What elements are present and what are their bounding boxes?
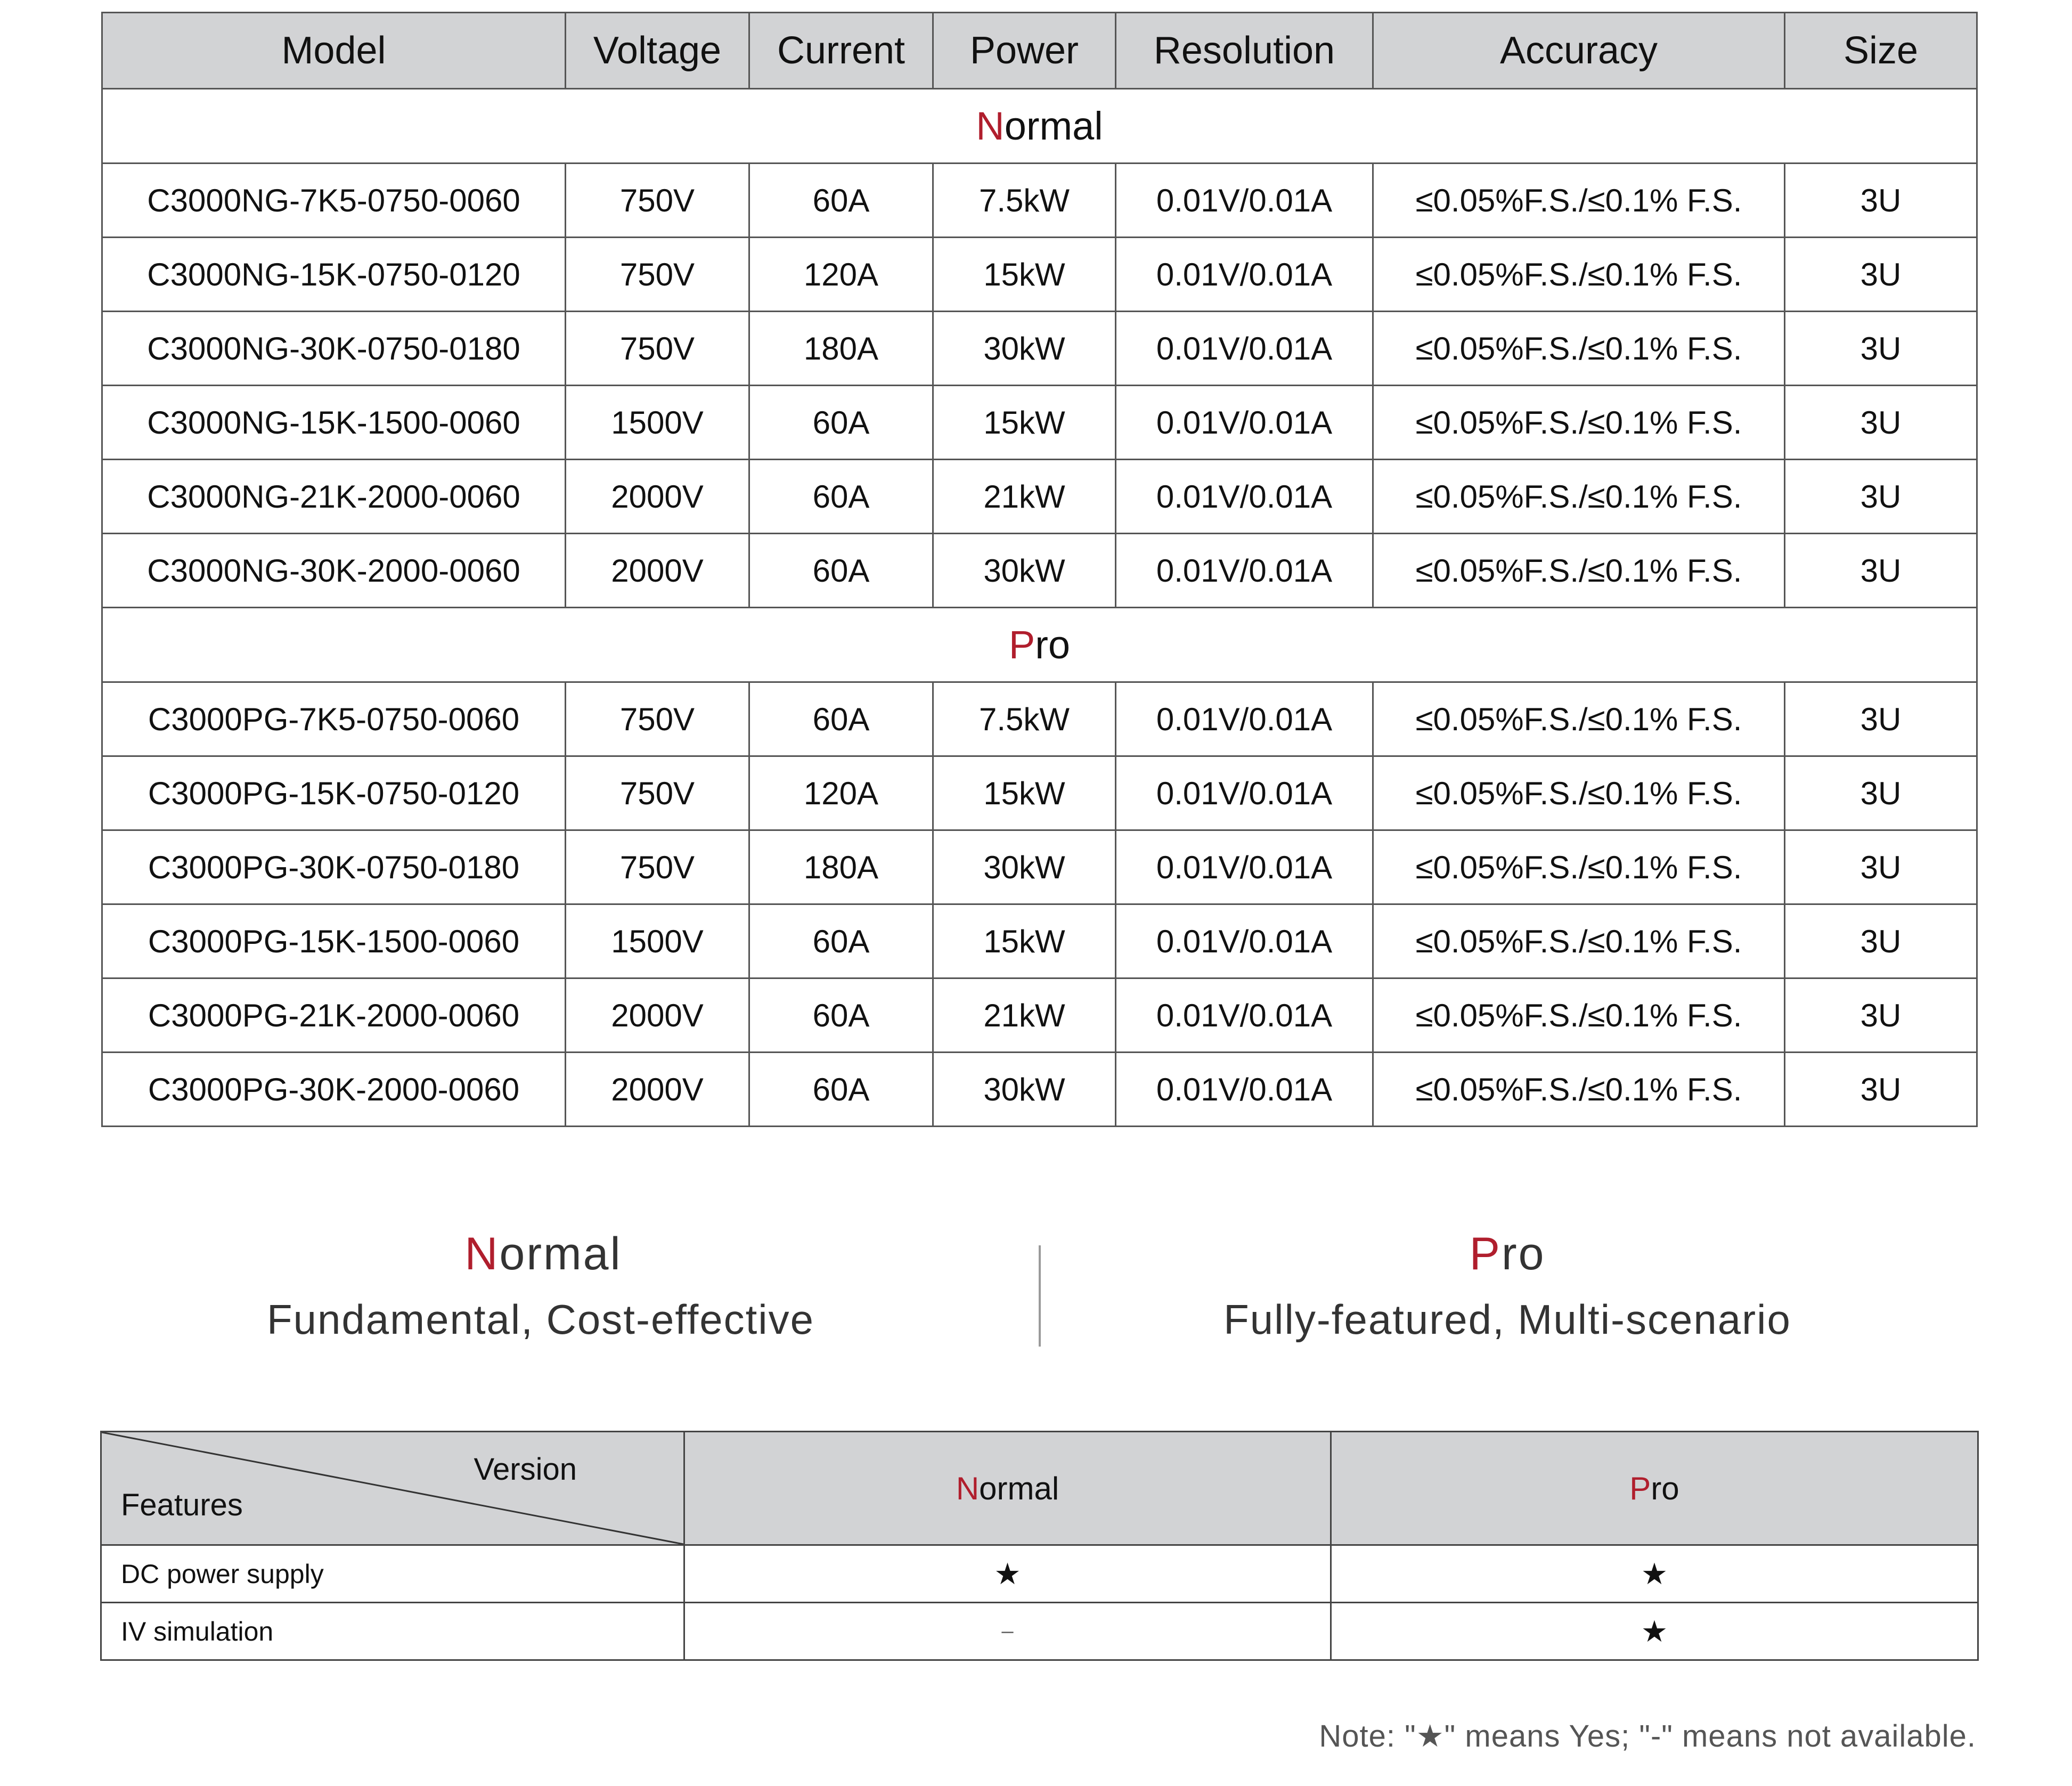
cell-model: C3000PG-7K5-0750-0060 — [102, 682, 566, 756]
table-row — [102, 534, 1977, 608]
section-row — [102, 608, 1977, 682]
cell-voltage: 2000V — [566, 534, 749, 608]
cell-accuracy: ≤0.05%F.S./≤0.1% F.S. — [1373, 164, 1785, 238]
cell-model: C3000NG-30K-2000-0060 — [102, 534, 566, 608]
cell-size: 3U — [1785, 238, 1977, 312]
header-accuracy: Accuracy — [1373, 13, 1785, 89]
spec-header-row — [102, 13, 1977, 89]
cell-resolution: 0.01V/0.01A — [1116, 978, 1373, 1053]
cell-current: 60A — [749, 460, 933, 534]
cell-current: 120A — [749, 238, 933, 312]
star-icon: ★ — [1331, 1545, 1978, 1603]
cell-resolution: 0.01V/0.01A — [1116, 904, 1373, 978]
cell-current: 60A — [749, 164, 933, 238]
feature-col-normal-rest: ormal — [979, 1470, 1059, 1506]
cell-voltage: 750V — [566, 682, 749, 756]
section-row — [102, 89, 1977, 164]
cell-accuracy: ≤0.05%F.S./≤0.1% F.S. — [1373, 682, 1785, 756]
spec-body — [102, 89, 1977, 1127]
cell-accuracy: ≤0.05%F.S./≤0.1% F.S. — [1373, 978, 1785, 1053]
cell-size: 3U — [1785, 756, 1977, 830]
section-title — [102, 89, 1977, 164]
feature-col-pro — [1331, 1432, 1978, 1545]
cell-power: 21kW — [933, 460, 1116, 534]
cell-voltage: 2000V — [566, 978, 749, 1053]
table-row — [102, 386, 1977, 460]
header-voltage: Voltage — [566, 13, 749, 89]
header-current: Current — [749, 13, 933, 89]
cell-resolution: 0.01V/0.01A — [1116, 164, 1373, 238]
cell-model: C3000NG-7K5-0750-0060 — [102, 164, 566, 238]
table-row — [102, 682, 1977, 756]
version-pro-initial: P — [1469, 1228, 1502, 1279]
cell-current: 60A — [749, 904, 933, 978]
cell-model: C3000PG-21K-2000-0060 — [102, 978, 566, 1053]
section-title-initial: N — [976, 104, 1005, 148]
table-row — [102, 978, 1977, 1053]
feature-col-pro-initial: P — [1629, 1470, 1651, 1506]
cell-voltage: 2000V — [566, 460, 749, 534]
cell-voltage: 750V — [566, 164, 749, 238]
cell-resolution: 0.01V/0.01A — [1116, 312, 1373, 386]
cell-accuracy: ≤0.05%F.S./≤0.1% F.S. — [1373, 460, 1785, 534]
section-title — [102, 608, 1977, 682]
feature-col-normal-initial: N — [956, 1470, 980, 1506]
cell-accuracy: ≤0.05%F.S./≤0.1% F.S. — [1373, 386, 1785, 460]
cell-resolution: 0.01V/0.01A — [1116, 682, 1373, 756]
version-normal-rest: ormal — [499, 1228, 622, 1279]
cell-model: C3000NG-21K-2000-0060 — [102, 460, 566, 534]
cell-voltage: 750V — [566, 312, 749, 386]
spec-table — [101, 12, 1978, 1127]
cell-resolution: 0.01V/0.01A — [1116, 830, 1373, 904]
cell-power: 21kW — [933, 978, 1116, 1053]
cell-current: 60A — [749, 978, 933, 1053]
feature-table — [100, 1431, 1979, 1661]
header-model: Model — [102, 13, 566, 89]
feature-col-pro-rest: ro — [1651, 1470, 1679, 1506]
feature-col-normal — [684, 1432, 1331, 1545]
cell-power: 30kW — [933, 312, 1116, 386]
cell-model: C3000PG-30K-2000-0060 — [102, 1053, 566, 1127]
version-divider — [1039, 1245, 1041, 1347]
cell-accuracy: ≤0.05%F.S./≤0.1% F.S. — [1373, 904, 1785, 978]
cell-size: 3U — [1785, 830, 1977, 904]
cell-power: 15kW — [933, 904, 1116, 978]
cell-size: 3U — [1785, 978, 1977, 1053]
cell-power: 7.5kW — [933, 682, 1116, 756]
star-icon: ★ — [684, 1545, 1331, 1603]
header-resolution: Resolution — [1116, 13, 1373, 89]
corner-features-label: Features — [121, 1488, 243, 1522]
header-power: Power — [933, 13, 1116, 89]
cell-accuracy: ≤0.05%F.S./≤0.1% F.S. — [1373, 238, 1785, 312]
cell-accuracy: ≤0.05%F.S./≤0.1% F.S. — [1373, 312, 1785, 386]
cell-resolution: 0.01V/0.01A — [1116, 534, 1373, 608]
cell-size: 3U — [1785, 682, 1977, 756]
cell-current: 60A — [749, 386, 933, 460]
section-title-rest: ro — [1035, 623, 1071, 667]
cell-voltage: 1500V — [566, 386, 749, 460]
cell-power: 30kW — [933, 1053, 1116, 1127]
table-row — [102, 164, 1977, 238]
table-row — [102, 756, 1977, 830]
table-row — [102, 460, 1977, 534]
cell-current: 60A — [749, 534, 933, 608]
cell-size: 3U — [1785, 904, 1977, 978]
cell-size: 3U — [1785, 460, 1977, 534]
cell-size: 3U — [1785, 1053, 1977, 1127]
cell-current: 60A — [749, 1053, 933, 1127]
cell-accuracy: ≤0.05%F.S./≤0.1% F.S. — [1373, 534, 1785, 608]
feature-name: DC power supply — [101, 1545, 684, 1603]
cell-voltage: 1500V — [566, 904, 749, 978]
cell-power: 30kW — [933, 830, 1116, 904]
cell-resolution: 0.01V/0.01A — [1116, 756, 1373, 830]
cell-power: 15kW — [933, 238, 1116, 312]
cell-accuracy: ≤0.05%F.S./≤0.1% F.S. — [1373, 1053, 1785, 1127]
cell-current: 60A — [749, 682, 933, 756]
dash-icon: – — [684, 1603, 1331, 1660]
table-row — [102, 904, 1977, 978]
corner-version-label: Version — [474, 1452, 577, 1487]
cell-power: 7.5kW — [933, 164, 1116, 238]
table-row — [102, 312, 1977, 386]
cell-resolution: 0.01V/0.01A — [1116, 238, 1373, 312]
cell-current: 120A — [749, 756, 933, 830]
section-title-initial: P — [1008, 623, 1035, 667]
section-title-rest: ormal — [1004, 104, 1103, 148]
feature-header-row — [101, 1432, 1978, 1545]
version-pro-rest: ro — [1501, 1228, 1546, 1279]
feature-corner-cell — [101, 1432, 684, 1545]
cell-model: C3000PG-30K-0750-0180 — [102, 830, 566, 904]
cell-current: 180A — [749, 312, 933, 386]
star-icon: ★ — [1331, 1603, 1978, 1660]
header-size: Size — [1785, 13, 1977, 89]
cell-power: 15kW — [933, 386, 1116, 460]
cell-size: 3U — [1785, 164, 1977, 238]
feature-row — [101, 1603, 1978, 1660]
cell-model: C3000PG-15K-0750-0120 — [102, 756, 566, 830]
version-normal-subtitle: Fundamental, Cost-effective — [266, 1296, 815, 1343]
cell-voltage: 750V — [566, 830, 749, 904]
cell-model: C3000NG-15K-0750-0120 — [102, 238, 566, 312]
version-pro-title — [1135, 1228, 1880, 1281]
feature-row — [101, 1545, 1978, 1603]
cell-voltage: 750V — [566, 238, 749, 312]
table-row — [102, 1053, 1977, 1127]
cell-model: C3000NG-15K-1500-0060 — [102, 386, 566, 460]
cell-size: 3U — [1785, 386, 1977, 460]
version-normal-title — [170, 1228, 916, 1281]
cell-voltage: 750V — [566, 756, 749, 830]
feature-name: IV simulation — [101, 1603, 684, 1660]
version-normal-initial: N — [464, 1228, 500, 1279]
cell-resolution: 0.01V/0.01A — [1116, 460, 1373, 534]
version-pro-subtitle: Fully-featured, Multi-scenario — [1223, 1296, 1791, 1343]
table-row — [102, 830, 1977, 904]
cell-power: 15kW — [933, 756, 1116, 830]
cell-accuracy: ≤0.05%F.S./≤0.1% F.S. — [1373, 830, 1785, 904]
cell-model: C3000PG-15K-1500-0060 — [102, 904, 566, 978]
legend-note: Note: "★" means Yes; "-" means not available. — [1319, 1719, 1976, 1754]
cell-model: C3000NG-30K-0750-0180 — [102, 312, 566, 386]
cell-resolution: 0.01V/0.01A — [1116, 1053, 1373, 1127]
cell-size: 3U — [1785, 312, 1977, 386]
table-row — [102, 238, 1977, 312]
cell-power: 30kW — [933, 534, 1116, 608]
cell-resolution: 0.01V/0.01A — [1116, 386, 1373, 460]
cell-accuracy: ≤0.05%F.S./≤0.1% F.S. — [1373, 756, 1785, 830]
cell-current: 180A — [749, 830, 933, 904]
cell-size: 3U — [1785, 534, 1977, 608]
cell-voltage: 2000V — [566, 1053, 749, 1127]
